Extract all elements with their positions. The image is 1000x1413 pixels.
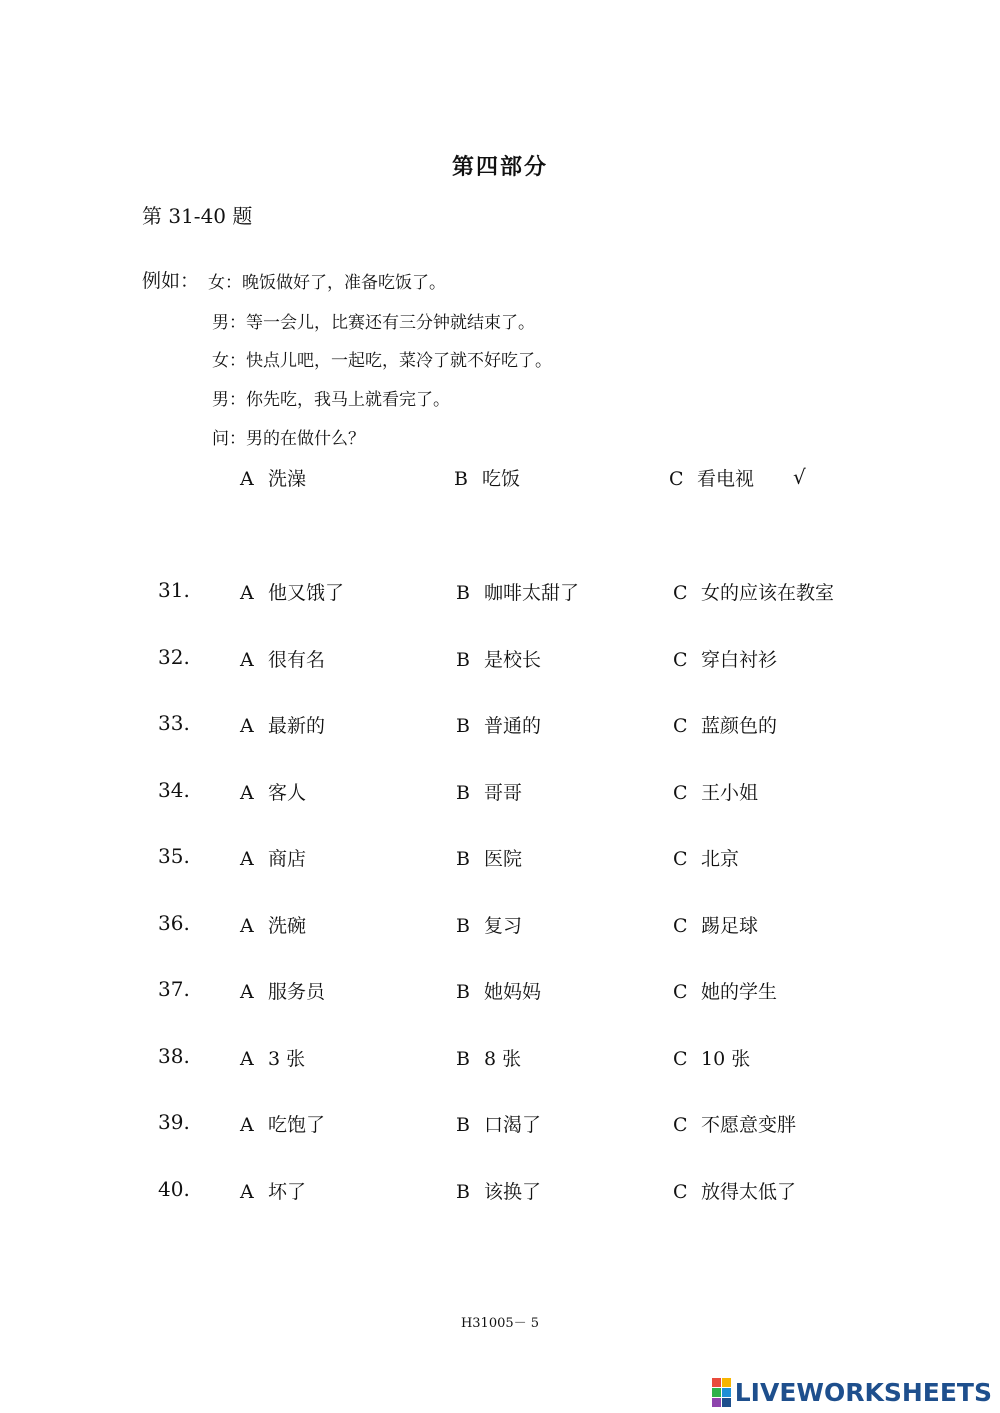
page-footer: H31005－ 5	[460, 1316, 540, 1331]
option-letter: B	[456, 582, 470, 604]
option-text: 口渴了	[484, 1114, 542, 1136]
answer-option-c[interactable]	[673, 711, 777, 738]
option-letter: B	[454, 468, 468, 490]
answer-option-a[interactable]	[240, 844, 306, 871]
option-letter: A	[240, 914, 254, 937]
question-number: 40.	[158, 1176, 190, 1201]
question-number: 31.	[158, 578, 190, 602]
option-text: 放得太低了	[701, 1180, 797, 1203]
option-text: 蓝颜色的	[701, 715, 778, 737]
check-mark-icon: √	[793, 465, 806, 489]
option-letter: C	[669, 468, 684, 490]
example-line: 女：快点儿吧，一起吃，菜冷了就不好吃了。	[212, 351, 552, 371]
answer-option-b[interactable]	[456, 1044, 521, 1071]
option-text: 洗澡	[268, 468, 307, 490]
option-letter: A	[240, 582, 254, 604]
example-line: 女：晚饭做好了，准备吃饭了。	[208, 273, 446, 293]
option-text: 很有名	[268, 648, 326, 671]
option-letter: C	[673, 1047, 688, 1070]
example-line: 男：你先吃，我马上就看完了。	[212, 390, 450, 410]
watermark-text: LIVEWORKSHEETS	[734, 1378, 992, 1407]
option-text: 咖啡太甜了	[484, 582, 580, 604]
answer-option-b[interactable]	[456, 578, 579, 605]
option-text: 看电视	[697, 468, 755, 490]
option-letter: C	[673, 1114, 688, 1136]
option-text: 吃饱了	[268, 1114, 326, 1136]
option-letter: A	[240, 1180, 254, 1203]
option-text: 穿白衬衫	[701, 648, 778, 671]
liveworksheets-watermark	[712, 1378, 992, 1407]
option-letter: A	[240, 715, 254, 737]
option-text: 复习	[484, 914, 523, 937]
option-text: 北京	[701, 848, 740, 870]
answer-option-c[interactable]	[673, 1044, 750, 1071]
example-line: 男：等一会儿，比赛还有三分钟就结束了。	[212, 313, 535, 333]
option-text: 她妈妈	[484, 981, 542, 1003]
option-text: 该换了	[484, 1180, 542, 1203]
answer-option-c[interactable]	[673, 977, 777, 1004]
answer-option-c[interactable]	[673, 778, 758, 805]
option-letter: C	[673, 914, 688, 937]
option-letter: C	[673, 1180, 688, 1203]
option-letter: B	[456, 715, 470, 737]
example-option-c[interactable]	[669, 464, 754, 491]
option-letter: C	[673, 648, 688, 671]
option-letter: A	[240, 848, 254, 870]
option-text: 10 张	[701, 1047, 751, 1070]
option-text: 不愿意变胖	[701, 1114, 797, 1136]
answer-option-b[interactable]	[456, 645, 541, 672]
answer-option-b[interactable]	[456, 977, 541, 1004]
question-number: 35.	[158, 844, 190, 868]
example-option-a[interactable]	[240, 464, 306, 491]
option-letter: A	[240, 468, 254, 490]
option-letter: C	[673, 781, 688, 804]
question-number: 38.	[158, 1043, 190, 1068]
answer-option-b[interactable]	[456, 1110, 541, 1137]
option-letter: B	[456, 1180, 470, 1203]
option-text: 踢足球	[701, 914, 759, 937]
answer-option-a[interactable]	[240, 711, 325, 738]
question-number: 32.	[158, 644, 190, 669]
answer-option-c[interactable]	[673, 645, 777, 672]
answer-option-b[interactable]	[456, 844, 522, 871]
option-letter: B	[456, 914, 470, 937]
answer-option-c[interactable]	[673, 1110, 796, 1137]
answer-option-b[interactable]	[456, 778, 522, 805]
example-line: 问：男的在做什么？	[212, 429, 365, 449]
answer-option-a[interactable]	[240, 977, 325, 1004]
answer-option-b[interactable]	[456, 911, 522, 938]
option-letter: B	[456, 981, 470, 1003]
option-text: 他又饿了	[268, 582, 345, 604]
example-label: 例如：	[142, 270, 200, 292]
question-range: 第 31-40 题	[142, 204, 253, 228]
answer-option-a[interactable]	[240, 1044, 305, 1071]
option-letter: C	[673, 582, 688, 604]
answer-option-c[interactable]	[673, 578, 834, 605]
option-letter: C	[673, 981, 688, 1003]
option-letter: B	[456, 1047, 470, 1070]
answer-option-a[interactable]	[240, 578, 344, 605]
answer-option-a[interactable]	[240, 911, 306, 938]
question-number: 34.	[158, 777, 190, 802]
option-text: 普通的	[484, 715, 542, 737]
option-text: 坏了	[268, 1180, 307, 1203]
option-text: 医院	[484, 848, 523, 870]
option-letter: B	[456, 1114, 470, 1136]
option-letter: B	[456, 648, 470, 671]
option-letter: A	[240, 981, 254, 1003]
question-number: 36.	[158, 910, 190, 935]
example-option-b[interactable]	[454, 464, 520, 491]
answer-option-c[interactable]	[673, 844, 739, 871]
question-number: 33.	[158, 711, 190, 735]
option-text: 最新的	[268, 715, 326, 737]
answer-option-a[interactable]	[240, 1177, 306, 1204]
question-number: 39.	[158, 1110, 190, 1134]
option-text: 客人	[268, 781, 307, 804]
option-text: 商店	[268, 848, 307, 870]
section-title: 第四部分	[451, 155, 548, 180]
option-text: 她的学生	[701, 981, 778, 1003]
answer-option-a[interactable]	[240, 645, 325, 672]
option-letter: A	[240, 648, 254, 671]
option-text: 女的应该在教室	[701, 582, 835, 604]
answer-option-b[interactable]	[456, 1177, 541, 1204]
option-letter: C	[673, 848, 688, 870]
answer-option-b[interactable]	[456, 711, 541, 738]
question-number: 37.	[158, 977, 190, 1001]
option-letter: A	[240, 1114, 254, 1136]
option-letter: A	[240, 781, 254, 804]
option-letter: B	[456, 848, 470, 870]
option-letter: B	[456, 781, 470, 804]
option-text: 洗碗	[268, 914, 307, 937]
option-letter: C	[673, 715, 688, 737]
answer-option-c[interactable]	[673, 1177, 796, 1204]
answer-option-a[interactable]	[240, 1110, 325, 1137]
option-text: 吃饭	[482, 468, 521, 490]
option-text: 哥哥	[484, 781, 523, 804]
option-letter: A	[240, 1047, 254, 1070]
option-text: 王小姐	[701, 781, 759, 804]
option-text: 是校长	[484, 648, 542, 671]
liveworksheets-logo-icon	[712, 1378, 731, 1407]
answer-option-c[interactable]	[673, 911, 758, 938]
answer-option-a[interactable]	[240, 778, 306, 805]
option-text: 服务员	[268, 981, 326, 1003]
option-text: 3 张	[268, 1047, 306, 1070]
option-text: 8 张	[484, 1047, 522, 1070]
